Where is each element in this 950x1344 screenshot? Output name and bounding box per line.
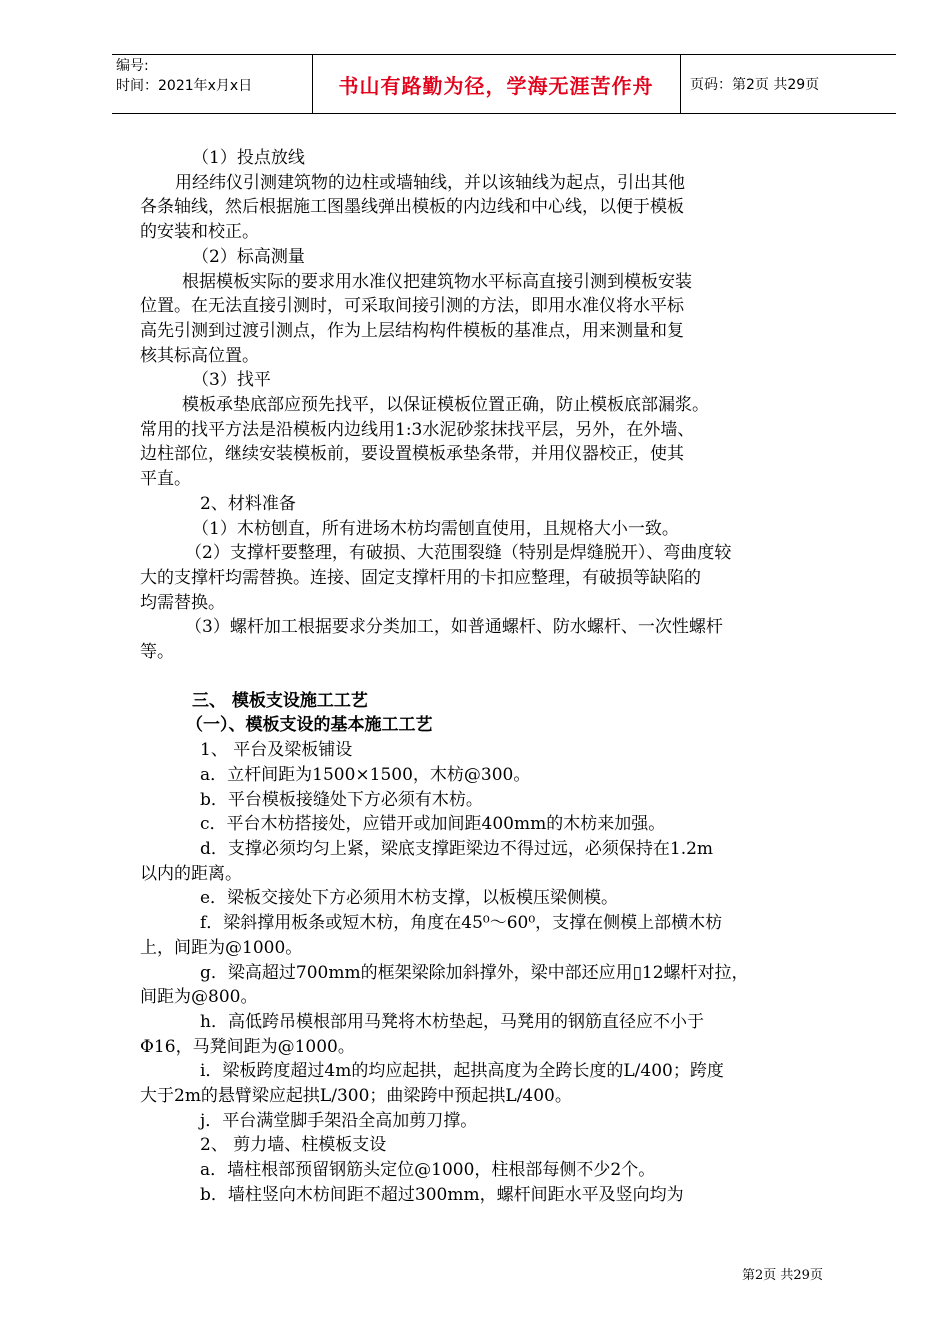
text-line: （2）标高测量 bbox=[192, 246, 305, 267]
text-line: 大的支撑杆均需替换。连接、固定支撑杆用的卡扣应整理，有破损等缺陷的 bbox=[140, 567, 701, 588]
text-line: 各条轴线，然后根据施工图墨线弹出模板的内边线和中心线，以便于模板 bbox=[140, 197, 684, 218]
text-line: b．平台模板接缝处下方必须有木枋。 bbox=[200, 789, 483, 810]
text-line: e．梁板交接处下方必须用木枋支撑，以板模压梁侧模。 bbox=[200, 888, 619, 909]
text-line: a．立杆间距为1500×1500，木枋@300。 bbox=[200, 764, 531, 785]
text-line: （3）螺杆加工根据要求分类加工，如普通螺杆、防水螺杆、一次性螺杆 bbox=[185, 617, 723, 638]
text-line: 常用的找平方法是沿模板内边线用1:3水泥砂浆抹找平层，另外，在外墙、 bbox=[140, 419, 695, 440]
text-line: 等。 bbox=[140, 642, 174, 663]
text-line: 模板承垫底部应预先找平，以保证模板位置正确，防止模板底部漏浆。 bbox=[182, 395, 709, 416]
text-line: 核其标高位置。 bbox=[140, 345, 259, 366]
text-line: d．支撑必须均匀上紧，梁底支撑距梁边不得过远，必须保持在1.2m bbox=[200, 838, 714, 859]
document-time-label: 时间：2021年x月x日 bbox=[116, 78, 253, 94]
text-line: 均需替换。 bbox=[140, 592, 225, 613]
document-body bbox=[140, 146, 870, 1208]
header-page-info: 页码：第2页 共29页 bbox=[690, 77, 820, 93]
text-line: a．墙柱根部预留钢筋头定位@1000，柱根部每侧不少2个。 bbox=[200, 1160, 656, 1181]
section-heading: 2、 剪力墙、柱模板支设 bbox=[200, 1135, 387, 1156]
text-line: 平直。 bbox=[140, 469, 191, 490]
section-heading: 2、材料准备 bbox=[200, 493, 296, 514]
blank-line bbox=[140, 665, 870, 689]
document-number-label: 编号: bbox=[116, 58, 149, 74]
text-line: 边柱部位，继续安装模板前，要设置模板承垫条带，并用仪器校正，使其 bbox=[140, 444, 684, 465]
text-line: i．梁板跨度超过4m的均应起拱，起拱高度为全跨长度的L/400；跨度 bbox=[200, 1061, 724, 1082]
text-line: g．梁高超过700mm的框架梁除加斜撑外，梁中部还应用▯12螺杆对拉， bbox=[200, 962, 749, 983]
subchapter-heading: （一）、模板支设的基本施工工艺 bbox=[186, 715, 433, 736]
page-header bbox=[112, 54, 896, 114]
text-line: 根据模板实际的要求用水准仪把建筑物水平标高直接引测到模板安装 bbox=[182, 271, 692, 292]
header-divider-2 bbox=[680, 54, 681, 114]
text-line: j．平台满堂脚手架沿全高加剪刀撑。 bbox=[200, 1110, 478, 1131]
text-line: （2）支撑杆要整理，有破损、大范围裂缝（特别是焊缝脱开）、弯曲度较 bbox=[185, 543, 732, 564]
text-line: 用经纬仪引测建筑物的边柱或墙轴线，并以该轴线为起点，引出其他 bbox=[175, 172, 685, 193]
text-line: f．梁斜撑用板条或短木枋，角度在45⁰～60⁰，支撑在侧模上部横木枋 bbox=[200, 913, 723, 934]
section-heading: 1、 平台及梁板铺设 bbox=[200, 740, 353, 761]
text-line: 以内的距离。 bbox=[140, 863, 242, 884]
text-line: 上，间距为@1000。 bbox=[140, 937, 303, 958]
text-line: （1）投点放线 bbox=[192, 148, 305, 168]
text-line: h．高低跨吊模根部用马凳将木枋垫起，马凳用的钢筋直径应不小于 bbox=[200, 1011, 704, 1032]
text-line: 位置。在无法直接引测时，可采取间接引测的方法，即用水准仪将水平标 bbox=[140, 296, 684, 317]
text-line: （3）找平 bbox=[192, 370, 271, 391]
text-line: 间距为@800。 bbox=[140, 987, 258, 1008]
text-line: （1）木枋刨直，所有进场木枋均需刨直使用，且规格大小一致。 bbox=[192, 518, 679, 539]
text-line: 高先引测到过渡引测点，作为上层结构构件模板的基准点，用来测量和复 bbox=[140, 320, 684, 341]
header-motto: 书山有路勤为径，学海无涯苦作舟 bbox=[338, 73, 654, 98]
text-line: Φ16，马凳间距为@1000。 bbox=[140, 1036, 355, 1057]
text-line: b．墙柱竖向木枋间距不超过300mm，螺杆间距水平及竖向均为 bbox=[200, 1184, 684, 1205]
chapter-heading: 三、 模板支设施工工艺 bbox=[192, 690, 368, 711]
text-line: 的安装和校正。 bbox=[140, 222, 259, 243]
page-footer: 第2页 共29页 bbox=[742, 1268, 823, 1283]
header-meta bbox=[116, 56, 312, 96]
text-line: c．平台木枋搭接处，应错开或加间距400mm的木枋来加强。 bbox=[200, 814, 666, 835]
text-line: 大于2m的悬臂梁应起拱L/300；曲梁跨中预起拱L/400。 bbox=[140, 1086, 572, 1107]
